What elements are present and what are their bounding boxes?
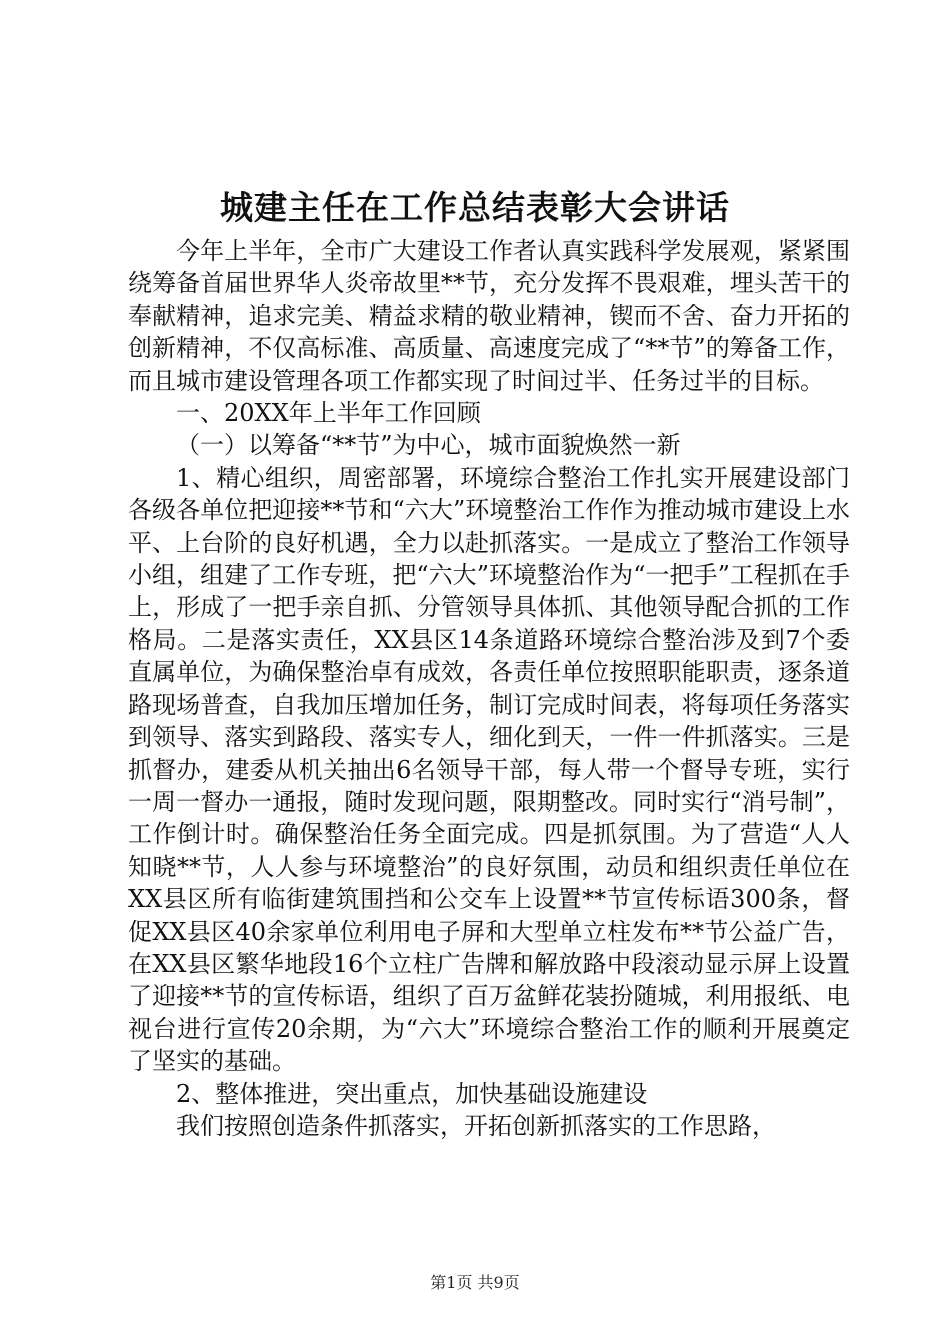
paragraph-infrastructure: 我们按照创造条件抓落实，开拓创新抓落实的工作思路， (176, 1111, 776, 1140)
paragraph-intro: 今年上半年，全市广大建设工作者认真实践科学发展观，紧紧围绕筹备首届世界华人炎帝故里**节，充分发挥不畏艰难，埋头苦干的奉献精神，追求完美、精益求精的敬业精神，锲而不舍、奋力开拓的创新精神，不仅高标准、高质量、高速度完成了“**节”的筹备工作，而且城市建设管理各项工作都实现了时间过半、任务过半的目标。 (128, 237, 850, 395)
section-heading-review: 一、20XX年上半年工作回顾 (176, 399, 481, 428)
document-body (128, 235, 850, 1142)
document-title: 城建主任在工作总结表彰大会讲话 (220, 188, 730, 227)
paragraph-organization: 1、精心组织，周密部署，环境综合整治工作扎实开展建设部门各级各单位把迎接**节和“六大”环境整治工作作为推动城市建设上水平、上台阶的良好机遇，全力以赴抓落实。一是成立了整治工作领导小组，组建了工作专班，把“六大”环境整治作为“一把手”工程抓在手上，形成了一把手亲自抓、分管领导具体抓、其他领导配合抓的工作格局。二是落实责任，XX县区14条道路环境综合整治涉及到7个委直属单位，为确保整治卓有成效，各责任单位按照职能职责，逐条道路现场普查，自我加压增加任务，制订完成时间表，将每项任务落实到领导、落实到路段、落实专人，细化到天，一件一件抓落实。三是抓督办，建委从机关抽出6名领导干部，每人带一个督导专班，实行一周一督办一通报，随时发现问题，限期整改。同时实行“消号制”，工作倒计时。确保整治任务全面完成。四是抓氛围。为了营造“人人知晓**节，人人参与环境整治”的良好氛围，动员和组织责任单位在XX县区所有临街建筑围挡和公交车上设置**节宣传标语300条，督促XX县区40余家单位利用电子屏和大型单立柱发布**节公益广告，在XX县区繁华地段16个立柱广告牌和解放路中段滚动显示屏上设置了迎接**节的宣传标语，组织了百万盆鲜花装扮随城，利用报纸、电视台进行宣传20余期，为“六大”环境综合整治工作的顺利开展奠定了坚实的基础。 (128, 463, 850, 1076)
page-footer: 第1页 共9页 (430, 1273, 520, 1292)
item-heading-infrastructure: 2、整体推进，突出重点，加快基础设施建设 (176, 1079, 648, 1108)
subsection-heading-festival: （一）以筹备“**节”为中心，城市面貌焕然一新 (176, 431, 681, 460)
